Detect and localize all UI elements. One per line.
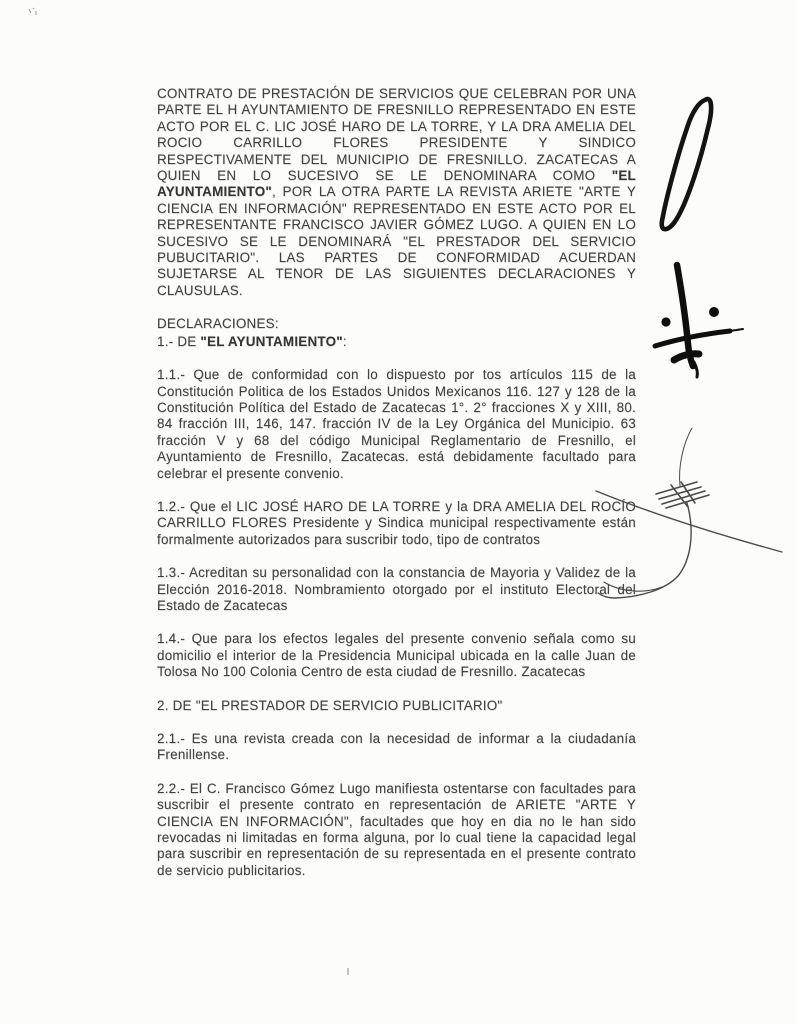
contract-opening-paragraph: CONTRATO DE PRESTACIÓN DE SERVICIOS QUE CELEBRAN POR UNA PARTE EL H AYUNTAMIENTO DE FRESNILLO REPRESENTADO EN ESTE ACTO POR EL C. LIC JOSÉ HARO DE LA TORRE, Y LA DRA AMELIA DEL ROCIO CARRILLO FLORES PRESIDENTE Y SINDICO RESPECTIVAMENTE DEL MUNICIPIO DE FRESNILLO. ZACATECAS A QUIEN EN LO SUCESIVO SE LE DENOMINARA COMO "EL AYUNTAMIENTO", POR LA OTRA PARTE LA REVISTA ARIETE "ARTE Y CIENCIA EN INFORMACIÓN" REPRESENTADO EN ESTE ACTO POR EL REPRESENTANTE FRANCISCO JAVIER GÓMEZ LUGO. A QUIEN EN LO SUCESIVO SE LE DENOMINARÁ "EL PRESTADOR DEL SERVICIO PUBUCITARIO". LAS PARTES DE CONFORMIDAD ACUERDAN SUJETARSE AL TENOR DE LAS SIGUIENTES DECLARACIONES Y CLAUSULAS. [157, 86, 636, 298]
clause-1-3: 1.3.- Acreditan su personalidad con la constancia de Mayoria y Validez de la Elección 2016-2018. Nombramiento otorgado por el instituto Electoral del Estado de Zacatecas [157, 565, 636, 613]
clause-2-2: 2.2.- El C. Francisco Gómez Lugo manifiesta ostentarse con facultades para suscribir el presente contrato en representación de ARIETE "ARTE Y CIENCIA EN INFORMACIÓN", facultades que hoy en dia no le han sido revocadas ni limitadas en forma alguna, por lo cual tiene la capacidad legal para suscribir en representación de su representada en el presente contrato de servicio publicitarios. [157, 780, 636, 878]
section-2-heading: 2. DE "EL PRESTADOR DE SERVICIO PUBLICITARIO" [157, 697, 503, 713]
clause-1-1: 1.1.- Que de conformidad con lo dispuesto por tos artículos 115 de la Constitución Politica de los Estados Unidos Mexicanos 116. 127 y 128 de la Constitución Política del Estado de Zacatecas 1°. 2° fracciones X y XIII, 80. 84 fracción III, 146, 147. fracción IV de la Ley Orgánica del Municipio. 63 fracción V y 68 del código Municipal Reglamentario de Fresnillo, el Ayuntamiento de Fresnillo, Zacatecas. está debidamente facultado para celebrar el presente convenio. [157, 367, 636, 481]
clause-2-1: 2.1.- Es una revista creada con la necesidad de informar a la ciudadanía Frenillense. [157, 731, 636, 763]
declaration-1-heading: 1.- DE "EL AYUNTAMIENTO": [157, 333, 347, 349]
document-body [157, 86, 636, 896]
declarations-heading: DECLARACIONES: [157, 316, 279, 332]
clause-1-4: 1.4.- Que para los efectos legales del presente convenio señala como su domicilio el interior de la Presidencia Municipal ubicada en la calle Juan de Tolosa No 100 Colonia Centro de esta ciudad de Fresnillo. Zacatecas [157, 631, 636, 680]
handwritten-cross-mark [655, 265, 743, 377]
clause-1-2: 1.2.- Que el LIC JOSÉ HARO DE LA TORRE y la DRA AMELIA DEL ROCÍO CARRILLO FLORES Presidente y Sindica municipal respectivamente están formalmente autorizados para suscribir todo, tipo de contratos [157, 498, 636, 547]
handwritten-loop-mark [662, 99, 711, 229]
paper-speck-top-left [29, 8, 36, 15]
